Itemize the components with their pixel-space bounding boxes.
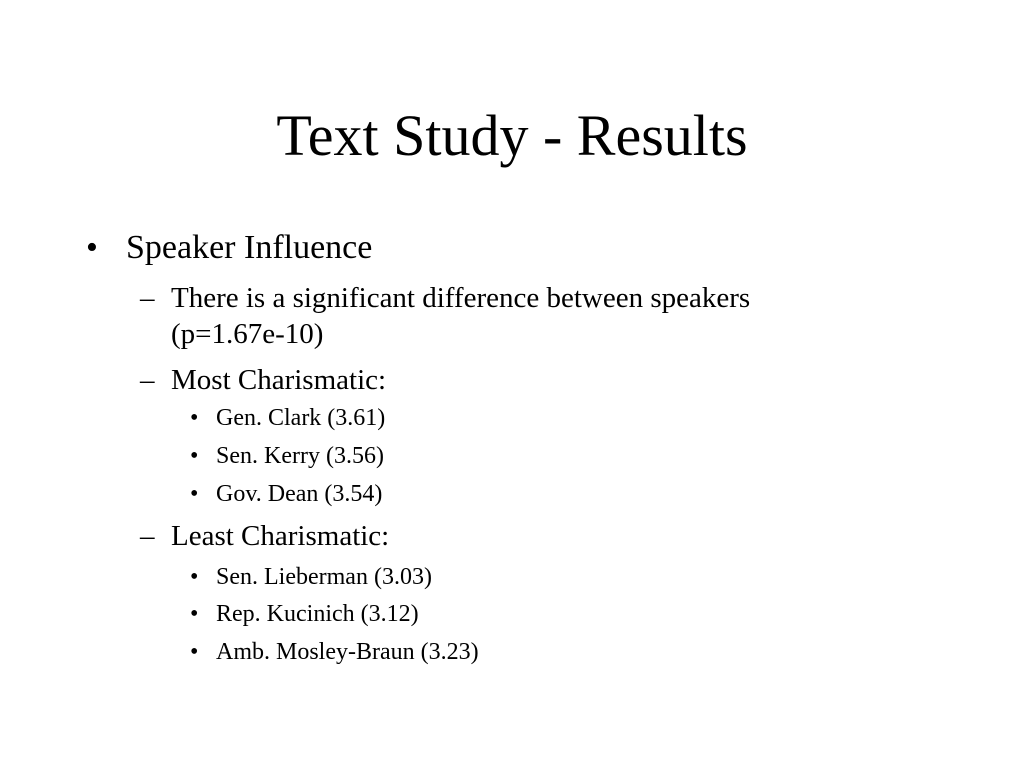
most-charismatic-item: Gen. Clark (3.61) <box>216 405 386 431</box>
bullet-marker: • <box>190 639 199 665</box>
least-charismatic-item: Rep. Kucinich (3.12) <box>216 601 419 627</box>
main-bullet <box>86 228 986 268</box>
list-item <box>190 479 890 509</box>
bullet-marker: • <box>190 481 199 507</box>
least-charismatic-item: Sen. Lieberman (3.03) <box>216 564 432 590</box>
list-item <box>190 403 890 433</box>
bullet-marker: • <box>190 564 199 590</box>
least-charismatic-heading: Least Charismatic: <box>171 520 390 552</box>
bullet-marker: • <box>190 405 199 431</box>
significance-line-2: (p=1.67e-10) <box>171 318 324 350</box>
dash-marker: – <box>140 282 155 314</box>
list-item <box>190 599 890 629</box>
most-charismatic-heading: Most Charismatic: <box>171 364 387 396</box>
list-item <box>190 637 890 667</box>
least-charismatic-item: Amb. Mosley-Braun (3.23) <box>216 639 479 665</box>
bullet-marker: • <box>190 601 199 627</box>
list-item <box>190 441 890 471</box>
dash-marker: – <box>140 520 155 552</box>
main-bullet-text: Speaker Influence <box>126 229 373 266</box>
significance-line-1: There is a significant difference between speakers <box>171 282 751 314</box>
slide-title: Text Study - Results <box>276 103 748 168</box>
dash-marker: – <box>140 364 155 396</box>
most-charismatic-item: Sen. Kerry (3.56) <box>216 443 384 469</box>
sub-bullet-least-charismatic <box>140 518 1000 554</box>
list-item <box>190 562 890 592</box>
sub-bullet-significance <box>140 280 1000 352</box>
bullet-marker: • <box>190 443 199 469</box>
sub-bullet-most-charismatic <box>140 362 1000 398</box>
bullet-marker: • <box>86 229 98 266</box>
most-charismatic-item: Gov. Dean (3.54) <box>216 481 383 507</box>
